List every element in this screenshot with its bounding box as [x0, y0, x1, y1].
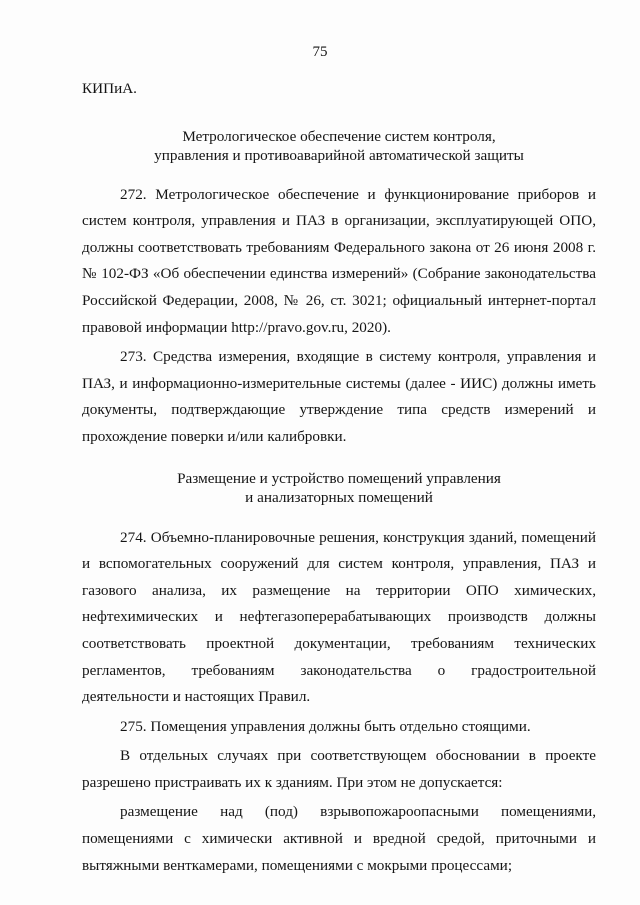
paragraph-275: 275. Помещения управления должны быть отдельно стоящими.	[120, 717, 531, 735]
paragraph-274: 274. Объемно-планировочные решения, конструкция зданий, помещений и вспомогательных сооружений для систем контроля, управления, ПАЗ и газового анализа, их размещение на территории ОПО химических, нефтехимических и нефтегазоперерабатывающих производств должны соответствовать проектной документации, требованиям технических регламентов, требованиям законодательства о градостроительной деятельности и настоящих Правил.	[82, 528, 596, 706]
heading-line: и анализаторных помещений	[245, 488, 433, 506]
page-number: 75	[312, 44, 328, 60]
heading-line: управления и противоаварийной автоматической защиты	[154, 146, 524, 164]
paragraph-275-list-item: размещение над (под) взрывопожароопасными помещениями, помещениями с химически активной и вредной средой, приточными и вытяжными венткамерами, помещениями с мокрыми процессами;	[82, 803, 596, 874]
paragraph-273: 273. Средства измерения, входящие в систему контроля, управления и ПАЗ, и информационно-измерительные системы (далее - ИИС) должны иметь документы, подтверждающие утверждение типа средств измерений и прохождение поверки и/или калибровки.	[82, 348, 596, 445]
section-heading-metrology	[82, 127, 596, 165]
section-heading-control-rooms	[82, 469, 596, 507]
paragraph-272: 272. Метрологическое обеспечение и функционирование приборов и систем контроля, управления и ПАЗ в организации, эксплуатирующей ОПО, должны соответствовать требованиям Федерального закона от 26 июня 2008 г. № 102-ФЗ «Об обеспечении единства измерений» (Собрание законодательства Российской Федерации, 2008, № 26, ст. 3021; официальный интернет-портал правовой информации http://pravo.gov.ru, 2020).	[82, 185, 596, 336]
document-body	[82, 76, 596, 879]
heading-line: Метрологическое обеспечение систем контроля,	[182, 127, 496, 145]
lead-text: КИПиА.	[82, 80, 137, 97]
heading-line: Размещение и устройство помещений управления	[177, 469, 501, 487]
paragraph-275-exception: В отдельных случаях при соответствующем обосновании в проекте разрешено пристраивать их к зданиям. При этом не допускается:	[82, 747, 596, 791]
